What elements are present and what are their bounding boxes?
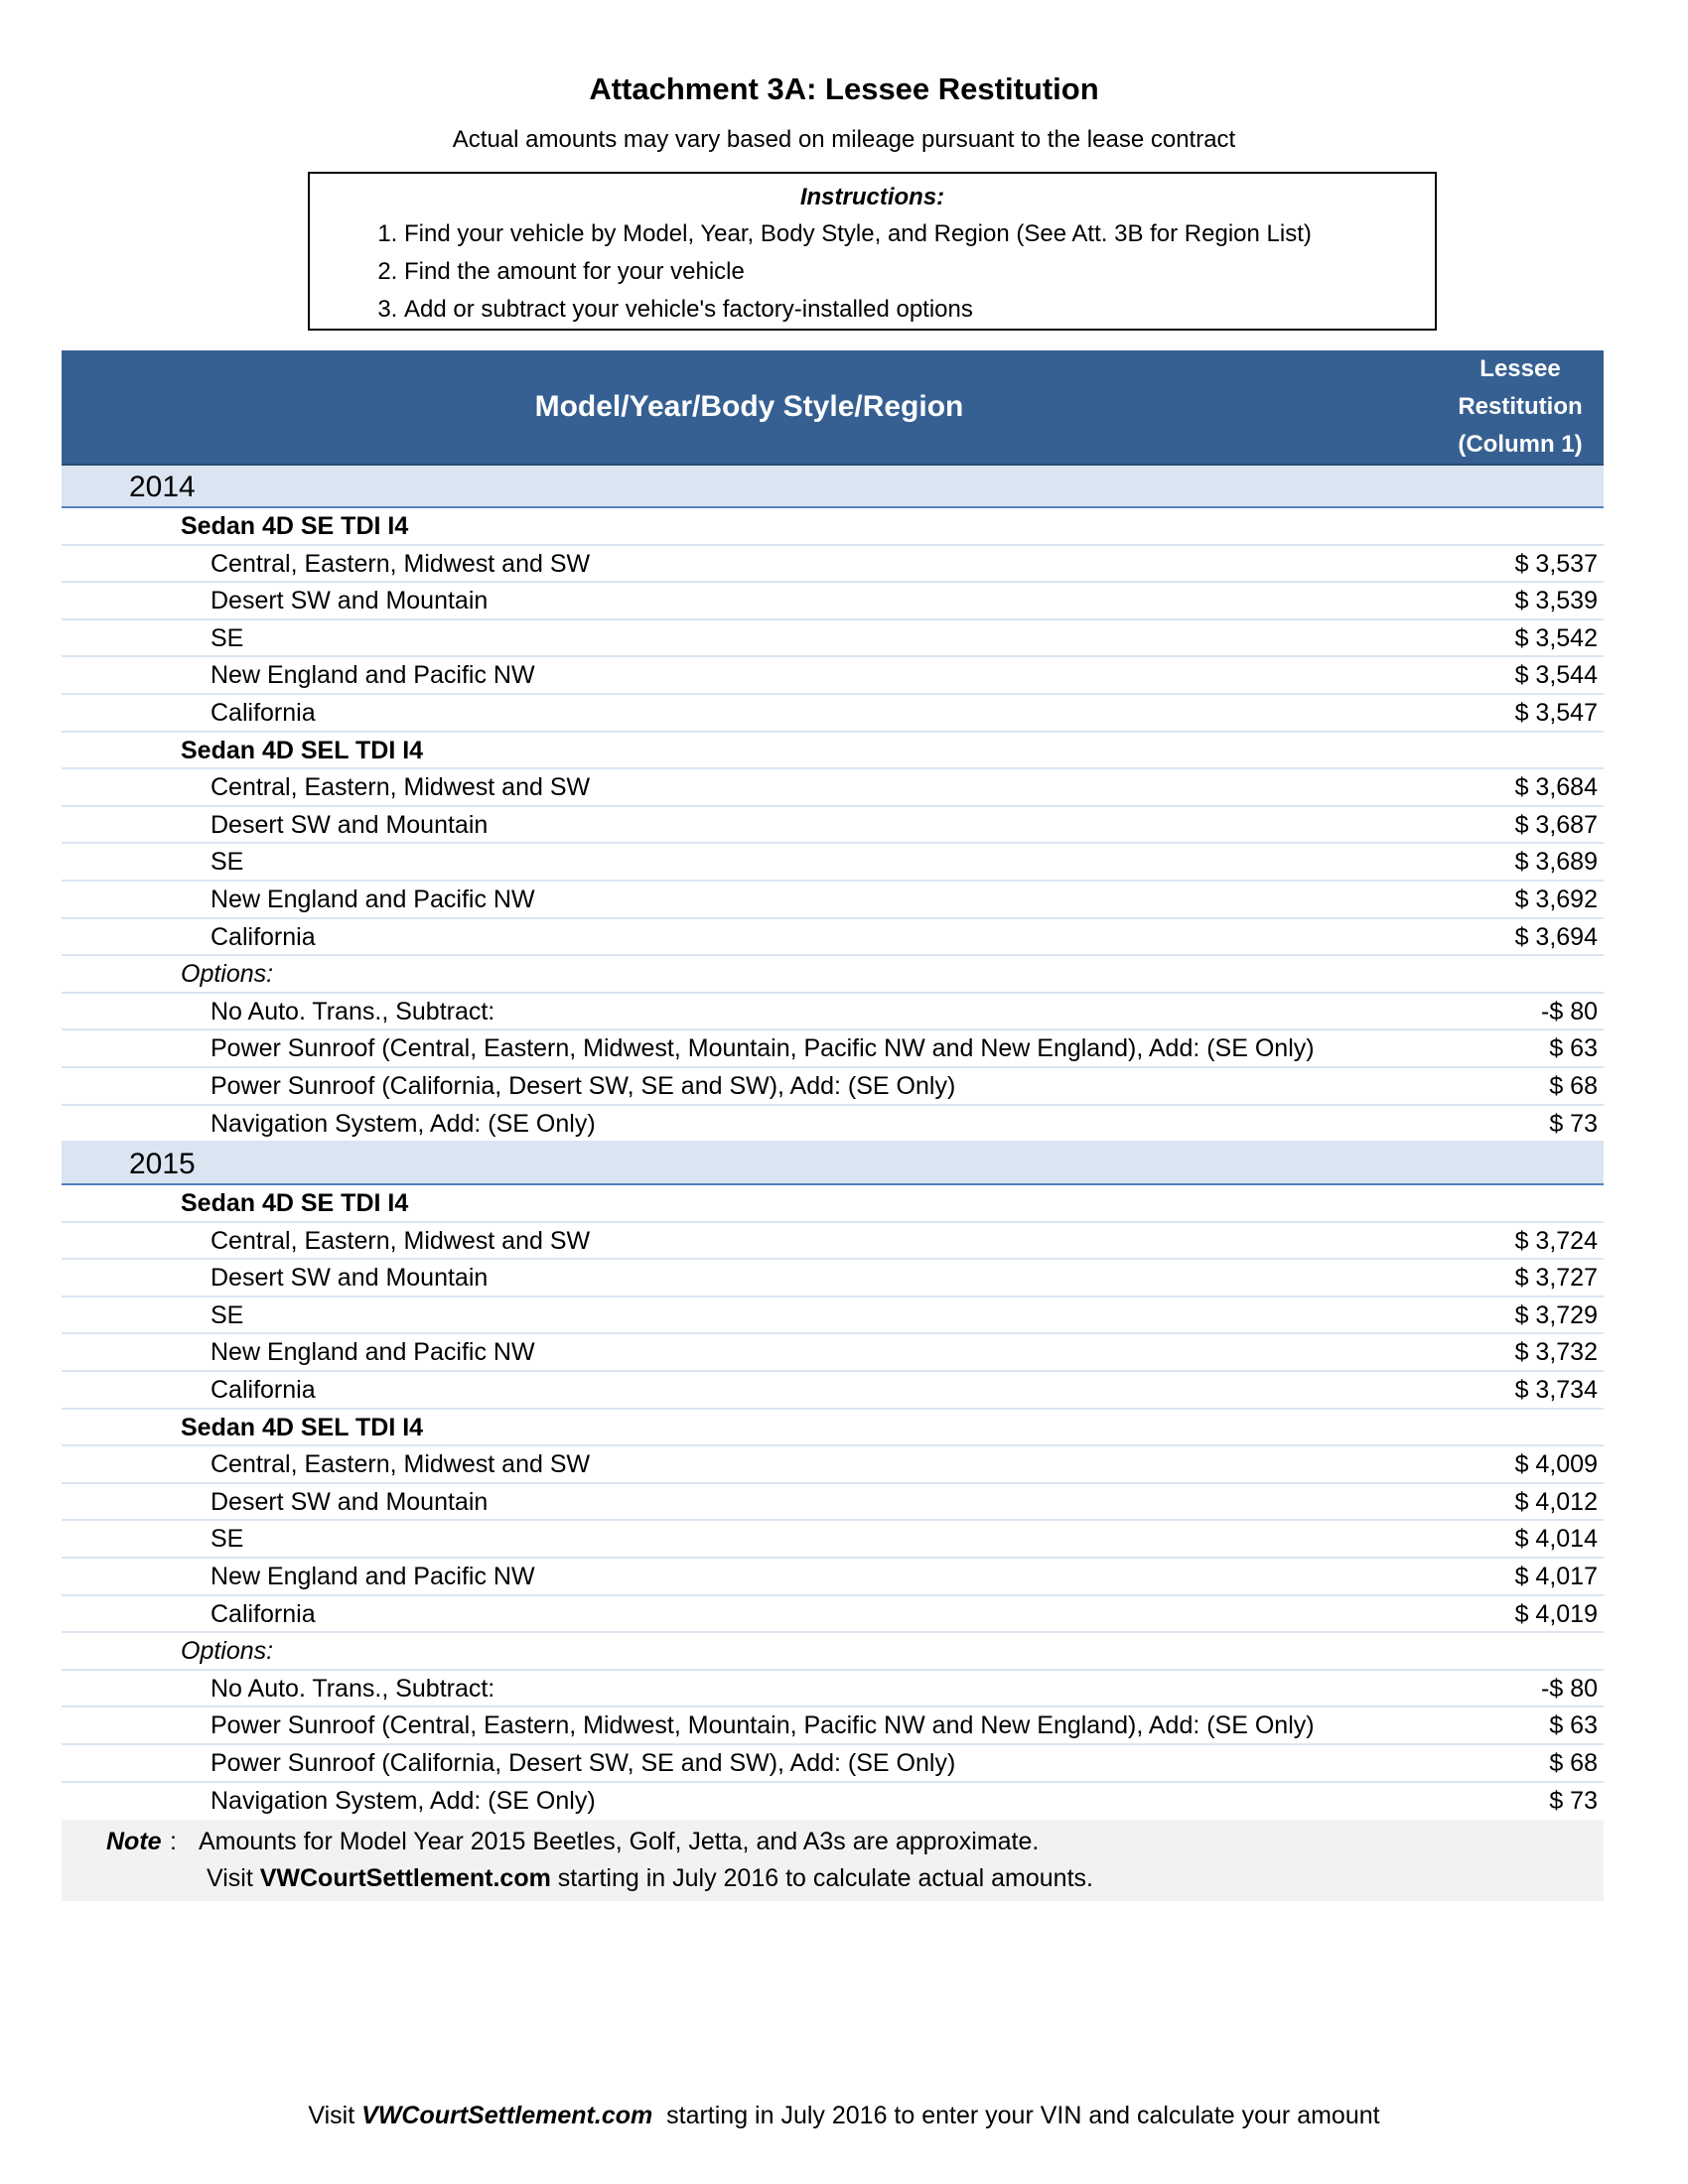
table-row <box>62 695 1604 733</box>
amount: $ 3,692 <box>1514 885 1598 913</box>
amount: $ 3,689 <box>1514 848 1598 877</box>
amount: $ 73 <box>1549 1109 1598 1138</box>
options-label: Options: <box>181 1637 274 1666</box>
amount: $ 4,014 <box>1514 1525 1598 1554</box>
note-box <box>62 1820 1604 1901</box>
table-row <box>62 882 1604 919</box>
table-header <box>62 350 1604 466</box>
option-label: Navigation System, Add: (SE Only) <box>211 1786 596 1815</box>
table-row <box>62 1334 1604 1372</box>
option-row <box>62 1106 1604 1144</box>
amount: $ 3,732 <box>1514 1338 1598 1367</box>
option-label: Power Sunroof (California, Desert SW, SE and SW), Add: (SE Only) <box>211 1071 956 1100</box>
instructions-list <box>310 215 1435 329</box>
table-row <box>62 546 1604 584</box>
instructions-heading: Instructions: <box>799 184 945 210</box>
table-row <box>62 919 1604 957</box>
table-row <box>62 1559 1604 1596</box>
region-label: California <box>211 698 316 727</box>
model-row <box>62 733 1604 770</box>
model-label: Sedan 4D SEL TDI I4 <box>181 1413 424 1441</box>
instruction-step: 1. Find your vehicle by Model, Year, Body Style, and Region (See Att. 3B for Region List) <box>404 215 1435 253</box>
amount: $ 4,012 <box>1514 1487 1598 1516</box>
model-label: Sedan 4D SE TDI I4 <box>181 1189 409 1218</box>
options-row <box>62 956 1604 994</box>
year-row <box>62 466 1604 508</box>
amount: $ 3,687 <box>1514 810 1598 839</box>
table-row <box>62 1521 1604 1559</box>
option-label: No Auto. Trans., Subtract: <box>211 1674 495 1703</box>
instruction-step: 2. Find the amount for your vehicle <box>404 253 1435 291</box>
region-label: SE <box>211 1525 244 1554</box>
option-label: Power Sunroof (Central, Eastern, Midwest, Mountain, Pacific NW and New England), Add: (SE Only) <box>211 1034 1315 1063</box>
amount: $ 3,684 <box>1514 773 1598 802</box>
table-row <box>62 583 1604 620</box>
options-row <box>62 1633 1604 1671</box>
amount: $ 3,729 <box>1514 1300 1598 1329</box>
table-row <box>62 1596 1604 1634</box>
amount: $ 68 <box>1549 1071 1598 1100</box>
table-row <box>62 1223 1604 1261</box>
model-label: Sedan 4D SEL TDI I4 <box>181 736 424 764</box>
region-label: Central, Eastern, Midwest and SW <box>211 1226 591 1255</box>
region-label: Desert SW and Mountain <box>211 1264 489 1293</box>
note-line-1: Amounts for Model Year 2015 Beetles, Golf, Jetta, and A3s are approximate. <box>199 1828 1040 1856</box>
region-label: California <box>211 1599 316 1628</box>
instruction-step: 3. Add or subtract your vehicle's factory-installed options <box>404 291 1435 329</box>
column-header-model: Model/Year/Body Style/Region <box>534 390 964 423</box>
region-label: Desert SW and Mountain <box>211 587 489 615</box>
amount: $ 3,734 <box>1514 1376 1598 1405</box>
note-label: Note <box>106 1828 162 1856</box>
model-row <box>62 1185 1604 1223</box>
table-row <box>62 844 1604 882</box>
option-row <box>62 1783 1604 1821</box>
amount: $ 4,009 <box>1514 1450 1598 1479</box>
amount: $ 63 <box>1549 1034 1598 1063</box>
amount: $ 3,547 <box>1514 698 1598 727</box>
year-label: 2015 <box>129 1148 196 1181</box>
amount: -$ 80 <box>1541 1674 1598 1703</box>
option-label: No Auto. Trans., Subtract: <box>211 997 495 1025</box>
options-label: Options: <box>181 960 274 989</box>
model-row <box>62 1410 1604 1447</box>
region-label: SE <box>211 848 244 877</box>
region-label: New England and Pacific NW <box>211 885 535 913</box>
model-row <box>62 508 1604 546</box>
region-label: California <box>211 922 316 951</box>
option-row <box>62 1671 1604 1708</box>
model-label: Sedan 4D SE TDI I4 <box>181 512 409 540</box>
amount: $ 63 <box>1549 1711 1598 1740</box>
amount: $ 68 <box>1549 1749 1598 1777</box>
page-subtitle: Actual amounts may vary based on mileage pursuant to the lease contract <box>452 126 1236 153</box>
table-row <box>62 1297 1604 1335</box>
amount: $ 3,694 <box>1514 922 1598 951</box>
region-label: New England and Pacific NW <box>211 661 535 690</box>
year-row <box>62 1143 1604 1185</box>
table-row <box>62 1484 1604 1522</box>
table-row <box>62 1446 1604 1484</box>
option-row <box>62 1707 1604 1745</box>
option-row <box>62 1068 1604 1106</box>
region-label: Central, Eastern, Midwest and SW <box>211 549 591 578</box>
footer-text: Visit VWCourtSettlement.com starting in July 2016 to enter your VIN and calculate your amount <box>308 2102 1380 2129</box>
region-label: SE <box>211 1300 244 1329</box>
region-label: New England and Pacific NW <box>211 1338 535 1367</box>
amount: $ 4,019 <box>1514 1599 1598 1628</box>
table-row <box>62 620 1604 658</box>
page-title: Attachment 3A: Lessee Restitution <box>589 71 1099 106</box>
note-line-2: Visit VWCourtSettlement.com starting in July 2016 to calculate actual amounts. <box>207 1864 1093 1893</box>
option-label: Power Sunroof (Central, Eastern, Midwest, Mountain, Pacific NW and New England), Add: (SE Only) <box>211 1711 1315 1740</box>
region-label: Central, Eastern, Midwest and SW <box>211 773 591 802</box>
amount: -$ 80 <box>1541 997 1598 1025</box>
restitution-table <box>62 350 1604 1901</box>
note-colon: : <box>170 1828 177 1856</box>
option-row <box>62 1030 1604 1068</box>
year-label: 2014 <box>129 471 196 503</box>
option-row <box>62 1745 1604 1783</box>
column-header-restitution: Lessee Restitution (Column 1) <box>1458 355 1583 458</box>
region-label: SE <box>211 623 244 652</box>
amount: $ 3,542 <box>1514 623 1598 652</box>
amount: $ 4,017 <box>1514 1563 1598 1591</box>
region-label: California <box>211 1376 316 1405</box>
table-row <box>62 769 1604 807</box>
table-row <box>62 1372 1604 1410</box>
amount: $ 3,537 <box>1514 549 1598 578</box>
table-row <box>62 657 1604 695</box>
amount: $ 3,724 <box>1514 1226 1598 1255</box>
region-label: Desert SW and Mountain <box>211 1487 489 1516</box>
amount: $ 3,727 <box>1514 1264 1598 1293</box>
option-row <box>62 994 1604 1031</box>
amount: $ 3,544 <box>1514 661 1598 690</box>
option-label: Navigation System, Add: (SE Only) <box>211 1109 596 1138</box>
region-label: New England and Pacific NW <box>211 1563 535 1591</box>
table-row <box>62 1260 1604 1297</box>
instructions-box <box>308 172 1437 331</box>
footer-settlement-link[interactable]: VWCourtSettlement.com <box>361 2102 653 2129</box>
amount: $ 3,539 <box>1514 587 1598 615</box>
option-label: Power Sunroof (California, Desert SW, SE and SW), Add: (SE Only) <box>211 1749 956 1777</box>
region-label: Central, Eastern, Midwest and SW <box>211 1450 591 1479</box>
amount: $ 73 <box>1549 1786 1598 1815</box>
settlement-link[interactable]: VWCourtSettlement.com <box>259 1864 551 1893</box>
table-row <box>62 807 1604 845</box>
region-label: Desert SW and Mountain <box>211 810 489 839</box>
